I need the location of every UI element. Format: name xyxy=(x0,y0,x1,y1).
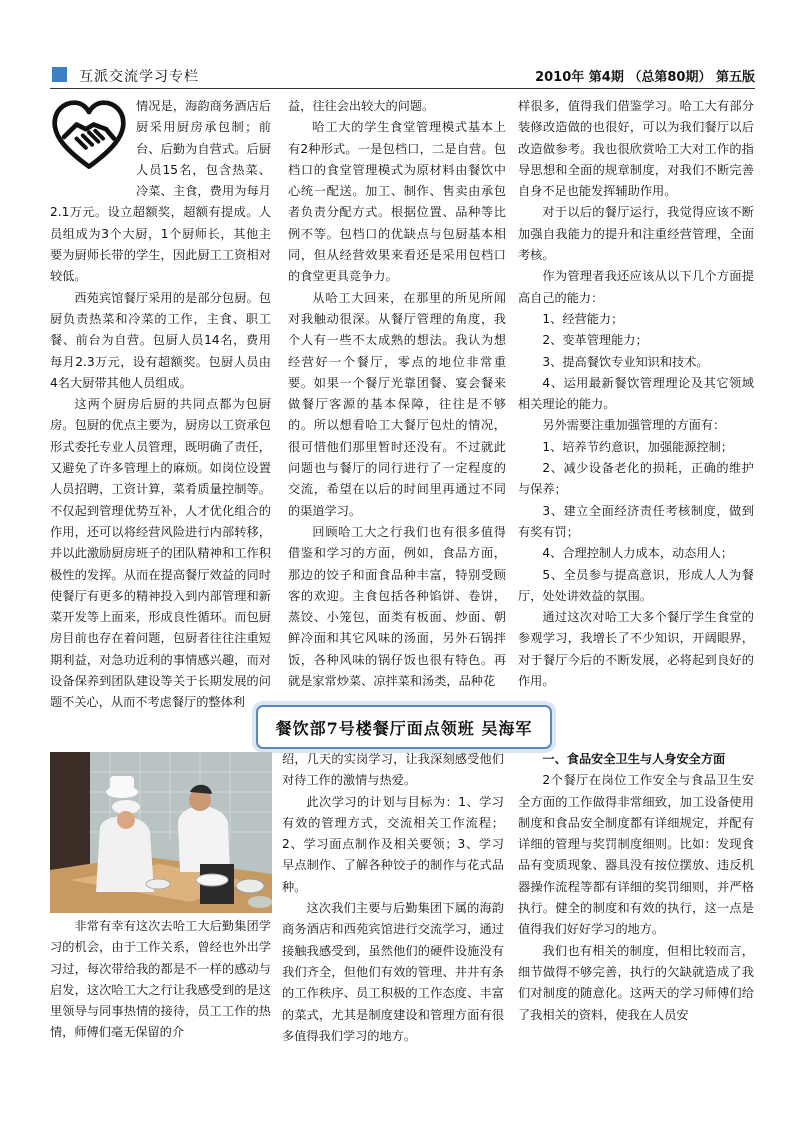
top-article-column-3 xyxy=(518,96,754,692)
section-heading: 一、食品安全卫生与人身安全方面 xyxy=(542,752,726,766)
article-author-banner xyxy=(256,705,552,749)
list-item: 2、减少设备老化的损耗，正确的维护与保养； xyxy=(518,461,754,497)
paragraph: 回顾哈工大之行我们也有很多值得借鉴和学习的方面，例如，食品方面，那边的饺子和面食品种丰富，特别受顾客的欢迎。主食包括各种馅饼、卷饼，蒸饺、小笼包，面类有板面、炒面、朝鲜冷面和其它风味的汤面，另外石锅拌饭，各种风味的锅仔饭也很有特色。再就是家常炒菜、凉拌菜和汤类，品种花 xyxy=(288,524,506,689)
author-title: 餐饮部7号楼餐厅面点领班 吴海军 xyxy=(275,718,533,738)
paragraph: 这次我们主要与后勤集团下属的海韵商务酒店和西苑宾馆进行交流学习，通过接触我感受到，虽然他们的硬件设施没有我们齐全，但他们有效的管理、井井有条的工作秩序、员工积极的工作态度、丰富的菜式，尤其是制度建设和管理方面有很多值得我们学习的地方。 xyxy=(282,901,504,1043)
paragraph: 作为管理者我还应该从以下几个方面提高自己的能力： xyxy=(518,269,754,305)
handshake-heart-icon xyxy=(50,98,130,184)
bottom-article-column-1 xyxy=(50,916,271,1044)
paragraph: 绍，几天的实岗学习，让我深刻感受他们对待工作的激情与热爱。 xyxy=(282,752,504,788)
list-item: 3、提高餐饮专业知识和技术。 xyxy=(542,354,709,369)
list-item: 3、建立全面经济责任考核制度，做到有奖有罚； xyxy=(518,503,754,539)
column-name: 互派交流学习专栏 xyxy=(79,69,199,85)
header-marker xyxy=(52,67,67,82)
list-item: 4、运用最新餐饮管理理论及其它领域相关理论的能力。 xyxy=(518,375,754,412)
list-item: 1、培养节约意识，加强能源控制； xyxy=(542,439,733,454)
top-article-column-1 xyxy=(50,96,271,714)
paragraph: 2个餐厅在岗位工作安全与食品卫生安全方面的工作做得非常细致，加工设备使用制度和食品安全制度都有详细规定，并配有详细的管理与奖罚制度细则。比如：发现食品有变质现象、器具没有按位摆放、违反机器操作流程等都有详细的奖罚细则，并严格执行。健全的制度和有效的执行，这一点是值得我们好好学习的地方。 xyxy=(518,773,754,937)
list-item: 4、合理控制人力成本，动态用人； xyxy=(542,546,733,561)
bottom-article-column-3 xyxy=(518,749,754,1026)
list-item: 5、全员参与提高意识，形成人人为餐厅，处处讲效益的氛围。 xyxy=(518,567,754,603)
paragraph: 通过这次对哈工大多个餐厅学生食堂的参观学习，我增长了不少知识，开阔眼界，对于餐厅今后的不断发展，必将起到良好的作用。 xyxy=(518,610,754,689)
list-item: 2、变革管理能力； xyxy=(542,333,648,348)
paragraph: 这两个厨房后厨的共同点都为包厨房。包厨的优点主要为，厨房以工资承包形式委托专业人员管理，既明确了责任，又避免了许多管理上的麻烦。如岗位设置人员招聘，工资计算，菜肴质量控制等。不仅起到管理优势互补，人才优化组合的作用，还可以将经营风险进行内部转移，并以此激励厨房班子的团队精神和工作积极性的发挥。从而在提高餐厅效益的同时使餐厅有更多的精神投入到内部管理和新菜开发等上面来，形成良性循环。而包厨房目前也存在着问题，包厨者往往注重短期利益，对急功近利的事情感兴趣，而对设备保养到团队建设等关于长期发展的问题不关心，从而不考虑餐厅的整体利 xyxy=(50,397,271,710)
paragraph: 样很多，值得我们借鉴学习。哈工大有部分装修改造做的也很好，可以为我们餐厅以后改造做参考。我也很欣赏哈工大对工作的指导思想和全面的规章制度，对我们不断完善自身不足也能发挥辅助作用。 xyxy=(518,99,754,199)
paragraph: 哈工大的学生食堂管理模式基本上有2种形式。一是包档口，二是自营。包档口的食堂管理模式为原材料由餐饮中心统一配送。加工、制作、售卖由承包者负责分配方式。根据位置、品种等比例不等。包档口的优缺点与包厨基本相同，但从经营效果来看还是采用包档口的食堂更具竞争力。 xyxy=(288,120,506,284)
paragraph: 情况是，海韵商务酒店后厨采用厨房承包制；前台、后勤为自营式。后厨人员15名，包含热菜、冷菜、主食，费用为每月2.1万元。设立超额奖，超额有提成。人员组成为3个大厨，1个厨师长，其他主要为厨师长带的学生，因此厨工工资相对较低。 xyxy=(50,99,271,284)
paragraph: 西苑宾馆餐厅采用的是部分包厨。包厨负责热菜和冷菜的工作，主食、职工餐、前台为自营。包厨人员14名，费用每月2.3万元，设有超额奖。包厨人员由4名大厨带其他人员组成。 xyxy=(50,290,271,390)
kitchen-photo xyxy=(50,752,272,913)
top-article-column-2 xyxy=(288,96,506,692)
paragraph: 非常有幸有这次去哈工大后勤集团学习的机会，由于工作关系，曾经也外出学习过，每次带给我的都是不一样的感动与启发，这次哈工大之行让我感受到的是这里领导与同事热情的接待，员工工作的热情，师傅们毫无保留的介 xyxy=(50,919,271,1040)
paragraph: 我们也有相关的制度，但相比较而言，细节做得不够完善，执行的欠缺就造成了我们对制度的随意化。这两天的学习师傅们给了我相关的资料，使我在人员安 xyxy=(518,943,754,1022)
header-divider xyxy=(50,88,755,89)
issue-info: 2010年 第4期 （总第80期） 第五版 xyxy=(535,70,755,85)
paragraph: 此次学习的计划与目标为：1、学习有效的管理方式，交流相关工作流程；2、学习面点制作及相关要领；3、学习早点制作、了解各种饺子的制作与花式品种。 xyxy=(282,794,504,894)
list-item: 1、经营能力； xyxy=(542,311,624,326)
paragraph: 益，往往会出较大的问题。 xyxy=(288,99,435,113)
bottom-article-column-2 xyxy=(282,749,504,1047)
paragraph: 另外需要注重加强管理的方面有： xyxy=(542,418,726,433)
paragraph: 对于以后的餐厅运行，我觉得应该不断加强自我能力的提升和注重经营管理，全面考核。 xyxy=(518,205,754,263)
paragraph: 从哈工大回来，在那里的所见所闻对我触动很深。从餐厅管理的角度，我个人有一些不太成熟的想法。我认为想经营好一个餐厅，零点的地位非常重要。如果一个餐厅光靠团餐、宴会餐来做餐厅客源的基本保障，往往是不够的。所以想看哈工大餐厅包灶的情况，很可惜他们那里暂时还没有。不过就此问题也与餐厅的同行进行了一定程度的交流，希望在以后的时间里再通过不同的渠道学习。 xyxy=(288,290,506,518)
